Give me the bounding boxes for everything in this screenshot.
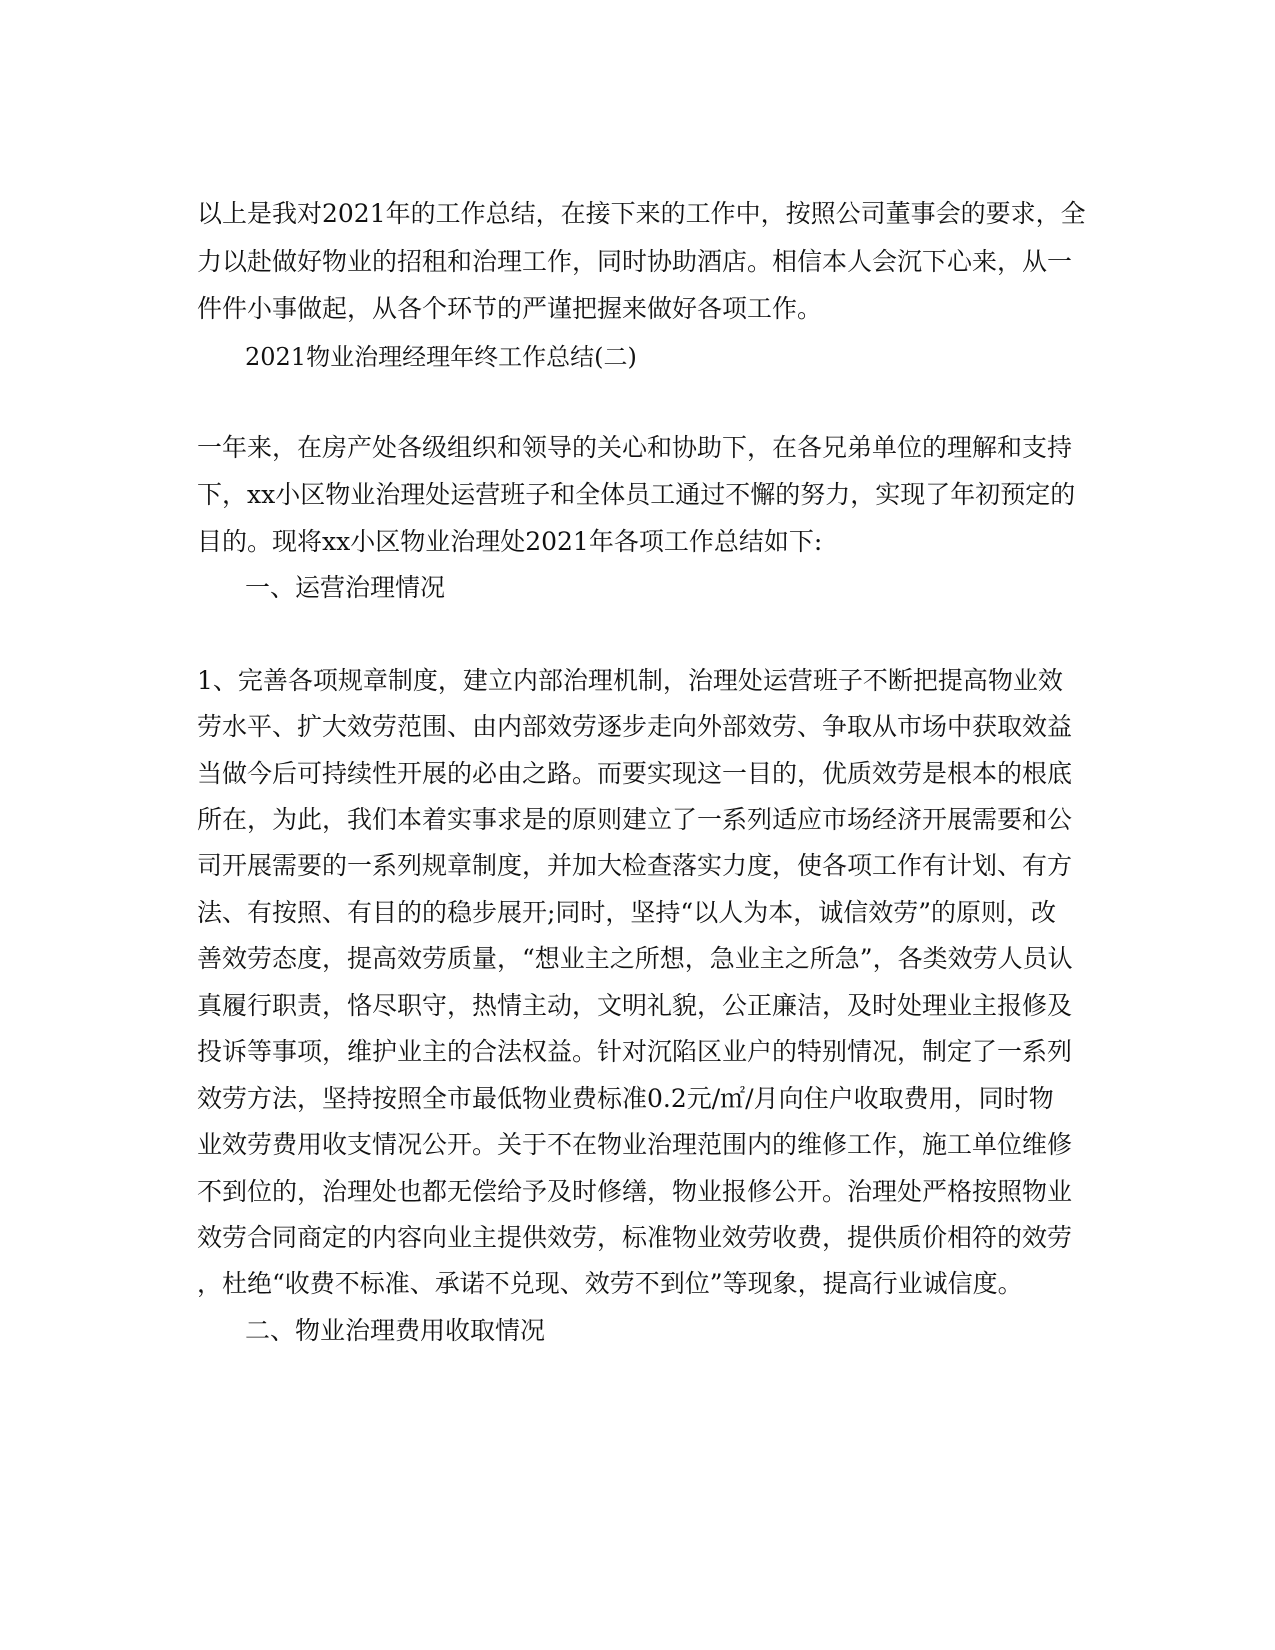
paragraph-line: 当做今后可持续性开展的必由之路。而要实现这一目的，优质效劳是根本的根底 — [197, 759, 1073, 788]
paragraph-line: 司开展需要的一系列规章制度，并加大检查落实力度，使各项工作有计划、有方 — [197, 851, 1073, 880]
section-heading: 一、运营治理情况 — [245, 573, 446, 602]
paragraph-line: 效劳方法，坚持按照全市最低物业费标准0.2元/㎡/月向住户收取费用，同时物 — [197, 1084, 1054, 1113]
section-title: 2021物业治理经理年终工作总结(二) — [245, 343, 637, 371]
paragraph-line: 以上是我对2021年的工作总结，在接下来的工作中，按照公司董事会的要求，全 — [197, 199, 1086, 228]
paragraph-line: 法、有按照、有目的的稳步展开;同时，坚持“以人为本，诚信效劳”的原则，改 — [197, 898, 1056, 927]
section-heading: 二、物业治理费用收取情况 — [245, 1316, 546, 1345]
paragraph-line: 件件小事做起，从各个环节的严谨把握来做好各项工作。 — [197, 294, 823, 323]
paragraph-line: 一年来，在房产处各级组织和领导的关心和协助下，在各兄弟单位的理解和支持 — [197, 433, 1073, 462]
paragraph-line: 目的。现将xx小区物业治理处2021年各项工作总结如下: — [197, 527, 823, 556]
paragraph-line: ，杜绝“收费不标准、承诺不兑现、效劳不到位”等现象，提高行业诚信度。 — [197, 1269, 1023, 1298]
paragraph-line: 下，xx小区物业治理处运营班子和全体员工通过不懈的努力，实现了年初预定的 — [197, 480, 1076, 509]
paragraph-line: 效劳合同商定的内容向业主提供效劳，标准物业效劳收费，提供质价相符的效劳 — [197, 1223, 1073, 1252]
paragraph-line: 1、完善各项规章制度，建立内部治理机制，治理处运营班子不断把提高物业效 — [197, 666, 1063, 695]
paragraph-line: 真履行职责，恪尽职守，热情主动，文明礼貌，公正廉洁，及时处理业主报修及 — [197, 991, 1073, 1020]
paragraph-line: 投诉等事项，维护业主的合法权益。针对沉陷区业户的特别情况，制定了一系列 — [197, 1037, 1073, 1066]
paragraph-line: 业效劳费用收支情况公开。关于不在物业治理范围内的维修工作，施工单位维修 — [197, 1130, 1073, 1159]
paragraph-line: 劳水平、扩大效劳范围、由内部效劳逐步走向外部效劳、争取从市场中获取效益 — [197, 712, 1073, 741]
paragraph-line: 不到位的，治理处也都无偿给予及时修缮，物业报修公开。治理处严格按照物业 — [197, 1177, 1073, 1206]
paragraph-line: 力以赴做好物业的招租和治理工作，同时协助酒店。相信本人会沉下心来，从一 — [197, 247, 1073, 276]
paragraph-line: 所在，为此，我们本着实事求是的原则建立了一系列适应市场经济开展需要和公 — [197, 805, 1073, 834]
paragraph-line: 善效劳态度，提高效劳质量，“想业主之所想，急业主之所急”，各类效劳人员认 — [197, 944, 1073, 973]
